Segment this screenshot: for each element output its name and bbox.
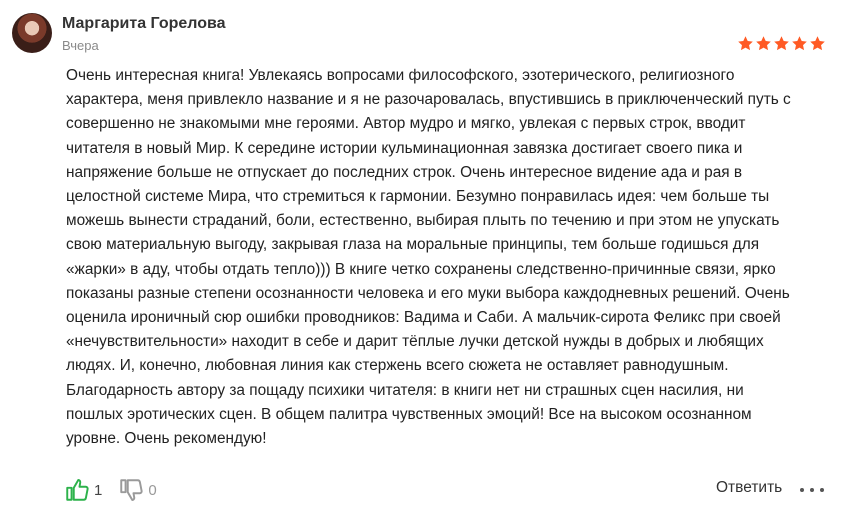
review-date: Вчера: [62, 38, 99, 53]
review-text-line: напряжение больше не отпускает до последних строк. Очень интересное видение ада и рая в: [66, 163, 743, 181]
rating-stars: [737, 35, 826, 52]
review-text: [66, 64, 826, 451]
review-text-line: Очень интересная книга! Увлекаясь вопросами философского, эзотерического, религиозного: [66, 67, 735, 84]
dislike-button[interactable]: [118, 477, 156, 503]
review-text-line: пошлых эротических сцен. В общем палитра чувственных эмоций! Все на высоком осознанном: [66, 405, 752, 423]
review-actions: [64, 475, 173, 505]
review-text-line: читателя в новый Мир. К середине истории кульминационная завязка достигает своего пика и: [66, 139, 743, 157]
star-icon: [809, 35, 826, 52]
star-icon: [737, 35, 754, 52]
review-text-line: можешь вынести страданий, боли, естественно, выбирая плыть по течению и при этом не упускать: [66, 212, 780, 230]
review-text-line: «нечувствительности» находит в себе и дарит тёплые лучки детской нужды в добрых и любящих: [66, 333, 764, 351]
thumbs-up-icon: [64, 477, 90, 503]
review-author[interactable]: Маргарита Горелова: [62, 15, 226, 32]
star-icon: [773, 35, 790, 52]
star-icon: [791, 35, 808, 52]
review-text-line: свою материальную выгоду, закрывая глаза на моральные принципы, тем больше годишься для: [66, 236, 760, 254]
more-dots-icon[interactable]: [800, 480, 824, 500]
reply-button[interactable]: Ответить: [716, 479, 783, 496]
review-text-line: людях. И, конечно, любовная линия как стержень всего сюжета не оставляет равнодушным.: [66, 357, 729, 375]
review-text-line: целостной системе Мира, что стремиться к гармонии. Безумно понравилась идея: чем больше ты: [66, 188, 770, 206]
review-text-line: Благодарность автору за пощаду психики читателя: в книги нет ни страшных сцен насилия, ни: [66, 381, 744, 399]
like-button[interactable]: [64, 477, 102, 503]
review-text-line: показаны разные степени осознанности человека и его муки выбора каждодневных решений. Очень: [66, 284, 790, 302]
like-count: 1: [94, 481, 103, 499]
review-text-line: характера, меня привлекло название и я не разочаровалась, впустившись в приключенческий путь с: [66, 91, 791, 109]
review-text-line: оценила ироничный сюр ошибки проводников: Вадима и Саби. А мальчик-сирота Феликс при своей: [66, 309, 781, 327]
review-text-line: уровне. Очень рекомендую!: [66, 430, 267, 448]
thumbs-down-icon: [118, 477, 144, 503]
star-icon: [755, 35, 772, 52]
review-text-line: «жарки» в аду, чтобы отдать тепло))) В книге четко сохранены следственно-причинные связи, ярко: [66, 260, 776, 278]
review-text-line: совершенно не знакомыми мне героями. Автор мудро и мягко, увлекая с первых строк, вводит: [66, 115, 746, 133]
dislike-count: 0: [148, 481, 157, 499]
avatar[interactable]: [12, 13, 52, 53]
